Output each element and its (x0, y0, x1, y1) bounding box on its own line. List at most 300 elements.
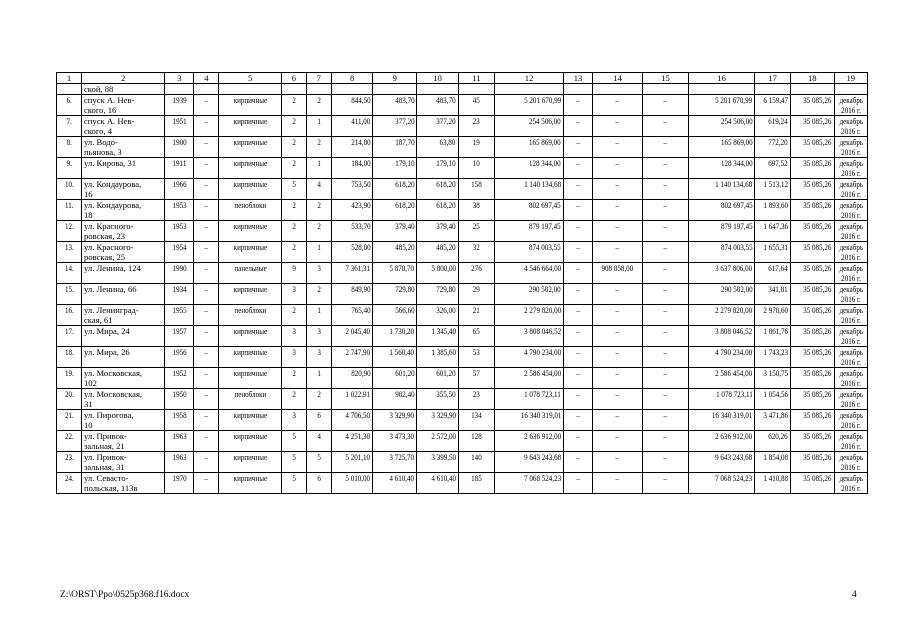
cell-value: 1 861,76 (763, 326, 788, 336)
cell-value: кирпичные (233, 95, 267, 105)
cell-c9 (373, 263, 417, 284)
cell-value: 290 502,00 (529, 284, 561, 294)
cell-c4 (194, 242, 219, 263)
cell-value: 5 010,00 (345, 473, 371, 483)
column-number-header (57, 73, 868, 84)
cell-value: 6. (66, 95, 72, 105)
cell-value: 1 560,40 (389, 347, 415, 357)
cell-ent (306, 158, 331, 179)
cell-value: 2 572,00 (431, 431, 456, 441)
cell-fl (281, 431, 306, 452)
cell-value: 2 (317, 284, 321, 294)
date-line: декабрь (839, 326, 863, 336)
cell-c17 (755, 200, 790, 221)
cell-value: 4 546 664,00 (523, 263, 561, 273)
cell-c14 (593, 368, 643, 389)
cell-value: 3 (317, 326, 321, 336)
cell-year (165, 158, 194, 179)
table-row (57, 158, 868, 179)
address-line: спуск А. Нев- (83, 116, 135, 126)
cell-c12 (495, 452, 564, 473)
cell-value: пеноблоки (234, 305, 267, 315)
header-cell: 10 (417, 73, 459, 84)
cell-value: кирпичные (233, 431, 267, 441)
cell-c4 (194, 305, 219, 326)
cell-value: кирпичные (233, 347, 267, 357)
cell-value: – (615, 158, 620, 168)
cell-value: 35 085,26 (803, 263, 832, 273)
cell-value: – (204, 452, 209, 462)
cell-value: 2 (292, 158, 296, 168)
address-line: ул. Московская, (83, 368, 143, 378)
cell-value: 12. (64, 221, 74, 231)
cell-value: 753,50 (351, 179, 371, 189)
cell-c8 (331, 284, 373, 305)
cell-value: – (576, 368, 580, 378)
cell-c8 (331, 473, 373, 494)
cell-value: 1 385,60 (431, 347, 456, 357)
cell-mat (219, 305, 281, 326)
cell-c11 (458, 95, 494, 116)
header-cell: 7 (306, 73, 331, 84)
cell-value: – (615, 242, 620, 252)
table-row (57, 179, 868, 200)
cell-value: 16 340 319,01 (520, 410, 561, 420)
cell-year (165, 200, 194, 221)
cell-c13 (563, 347, 592, 368)
cell-value: 3 399,50 (431, 452, 456, 462)
address-line: ул. Привок- (83, 452, 127, 462)
cell-value: 2 586 454,00 (715, 368, 753, 378)
date-line: декабрь (839, 263, 863, 273)
cell-year (165, 347, 194, 368)
cell-value: 1 655,31 (763, 242, 788, 252)
cell-c13 (563, 179, 592, 200)
date-line: декабрь (839, 242, 863, 252)
cell-c9 (373, 221, 417, 242)
date-cell (834, 179, 867, 200)
date-line: декабрь (839, 347, 863, 357)
header-cell: 15 (643, 73, 689, 84)
address-line: 10 (83, 420, 93, 430)
footer-page-number: 4 (852, 590, 857, 600)
address-cell (81, 431, 164, 452)
cell-c4 (194, 473, 219, 494)
cell-c8 (331, 389, 373, 410)
table-row (57, 200, 868, 221)
cell-c18 (790, 410, 834, 431)
cell-value: 7 068 524,23 (715, 473, 753, 483)
cell-value: 618,20 (394, 200, 415, 210)
cell-c14 (593, 305, 643, 326)
cell-c12 (495, 200, 564, 221)
cell-c13 (563, 284, 592, 305)
cell-value: 18. (64, 347, 74, 357)
address-cell (81, 95, 164, 116)
cell-value: 128 344,00 (720, 158, 753, 168)
cell-value: 849,90 (351, 284, 371, 294)
cell-value: – (204, 221, 209, 231)
cell-value: 697,52 (768, 158, 788, 168)
cell-value: 2 045,40 (345, 326, 371, 336)
cell-value: кирпичные (233, 242, 267, 252)
cell-value: 3 725,70 (389, 452, 415, 462)
cell-c18 (790, 452, 834, 473)
cell-fl (281, 473, 306, 494)
cell-c9 (373, 200, 417, 221)
cell-n (57, 158, 82, 179)
cell-mat (219, 179, 281, 200)
cell-c12 (495, 326, 564, 347)
cell-value: 35 085,26 (803, 326, 832, 336)
date-cell (834, 284, 867, 305)
cell-value: – (204, 116, 209, 126)
cell-c18 (790, 179, 834, 200)
cell-value: 4 610,40 (389, 473, 415, 483)
cell-c17 (755, 95, 790, 116)
cell-value: – (204, 263, 209, 273)
cell-value: 3 150,75 (763, 368, 788, 378)
cell-value: кирпичные (233, 410, 267, 420)
cell-c4 (194, 452, 219, 473)
cell-c9 (373, 410, 417, 431)
cell-fl (281, 179, 306, 200)
cell-value: 2 (317, 137, 321, 147)
cell-c10 (417, 158, 459, 179)
cell-value: 341,81 (768, 284, 788, 294)
cell-c17 (755, 179, 790, 200)
cell-value: – (204, 305, 209, 315)
date-line: 2016 г. (840, 168, 861, 178)
address-line: ул. Ленина, 124 (83, 263, 141, 273)
cell-c8 (331, 263, 373, 284)
cell-c15 (643, 221, 689, 242)
table-row (57, 95, 868, 116)
cell-c16 (688, 179, 755, 200)
cell-value: 3 473,30 (389, 431, 415, 441)
cell-value: 6 (317, 473, 321, 483)
cell-c13 (563, 137, 592, 158)
cell-ent (306, 347, 331, 368)
cell-value: 5 (292, 473, 296, 483)
cell-value: 601,20 (436, 368, 456, 378)
cell-c9 (373, 305, 417, 326)
address-line: ская, 61 (83, 315, 113, 325)
cell-c14 (593, 431, 643, 452)
cell-value: 1 513,12 (763, 179, 788, 189)
cell-year (165, 452, 194, 473)
cell-value: 35 085,26 (803, 116, 832, 126)
cell-c4 (194, 431, 219, 452)
cell-value: – (204, 389, 209, 399)
cell-c18 (790, 368, 834, 389)
cell-value: 29 (473, 284, 481, 294)
cell-ent (306, 200, 331, 221)
address-line: ул. Мира, 24 (83, 326, 130, 336)
date-line: 2016 г. (840, 315, 861, 325)
cell-value: 1 022,91 (345, 389, 371, 399)
cell-year (165, 326, 194, 347)
cell-c4 (194, 221, 219, 242)
cell-value: 1952 (172, 368, 187, 378)
cell-c8 (331, 221, 373, 242)
cell-c18 (790, 473, 834, 494)
date-cell (834, 452, 867, 473)
table-body (57, 73, 868, 494)
cell-value: 729,80 (436, 284, 456, 294)
cell-value: 1 078 723,11 (524, 389, 561, 399)
cell-value: 379,40 (394, 221, 415, 231)
cell-value: 2 636 912,00 (715, 431, 753, 441)
cell-c15 (643, 473, 689, 494)
cell-value: 35 085,26 (803, 305, 832, 315)
cell-value: 35 085,26 (803, 347, 832, 357)
cell-value: – (204, 431, 209, 441)
cell-c15 (643, 284, 689, 305)
cell-c11 (458, 284, 494, 305)
cell-value: 20. (64, 389, 74, 399)
cell-value: пеноблоки (234, 200, 267, 210)
cell-value: – (204, 473, 209, 483)
cell-c10 (417, 473, 459, 494)
cell-value: 802 697,45 (720, 200, 753, 210)
cell-value: – (576, 158, 580, 168)
cell-c15 (643, 158, 689, 179)
cell-c12 (495, 347, 564, 368)
header-cell: 11 (458, 73, 494, 84)
cell-value: 35 085,26 (803, 389, 832, 399)
date-line: 2016 г. (840, 147, 861, 157)
date-line: декабрь (839, 221, 863, 231)
cell-value: 128 344,00 (529, 158, 561, 168)
cell-value: 2 978,60 (763, 305, 788, 315)
cell-mat (219, 452, 281, 473)
cell-fl (281, 284, 306, 305)
cell-value: – (663, 305, 668, 315)
cell-value: 3 (292, 410, 296, 420)
table-row (57, 116, 868, 137)
cell-mat (219, 221, 281, 242)
cell-value: – (663, 137, 668, 147)
cell-year (165, 284, 194, 305)
cell-c8 (331, 158, 373, 179)
date-cell (834, 137, 867, 158)
cell-value: 874 003,55 (529, 242, 561, 252)
date-cell (834, 95, 867, 116)
cell-c9 (373, 95, 417, 116)
cell-c8 (331, 410, 373, 431)
address-cell (81, 305, 164, 326)
cell-c10 (417, 368, 459, 389)
address-cell (81, 368, 164, 389)
table-row (57, 242, 868, 263)
cell-value: 65 (473, 326, 481, 336)
cell-value: 1 078 723,11 (715, 389, 753, 399)
cell-value: 16. (64, 305, 74, 315)
cell-mat (219, 137, 281, 158)
cell-c9 (373, 326, 417, 347)
cell-value: – (576, 263, 580, 273)
cell-value: 45 (473, 95, 481, 105)
cell-value: 5 201 670,99 (523, 95, 561, 105)
cell-value: 4 251,30 (345, 431, 371, 441)
cell-ent (306, 179, 331, 200)
cell-ent (306, 389, 331, 410)
cell-ent (306, 263, 331, 284)
cell-value: – (615, 137, 620, 147)
cell-c10 (417, 137, 459, 158)
date-line: декабрь (839, 410, 863, 420)
cell-value: 533,70 (351, 221, 371, 231)
cell-value: – (615, 116, 620, 126)
cell-value: 879 197,45 (529, 221, 561, 231)
address-line: ул. Ленинград- (83, 305, 139, 315)
date-line: 2016 г. (840, 378, 861, 388)
cell-c17 (755, 284, 790, 305)
cell-value: 35 085,26 (803, 137, 832, 147)
cell-c10 (417, 242, 459, 263)
cell-c10 (417, 284, 459, 305)
table-row (57, 368, 868, 389)
cell-c16 (688, 263, 755, 284)
header-cell: 14 (593, 73, 643, 84)
cell-c15 (643, 242, 689, 263)
address-cell (81, 200, 164, 221)
cell-fl (281, 368, 306, 389)
date-cell (834, 431, 867, 452)
cell-value: 5 201,10 (345, 452, 371, 462)
cell-c18 (790, 326, 834, 347)
cell-value: – (204, 410, 209, 420)
date-line: 2016 г. (840, 189, 861, 199)
cell-value: 379,40 (436, 221, 456, 231)
cell-c8 (331, 200, 373, 221)
cell-value: 1 743,23 (763, 347, 788, 357)
date-cell (834, 116, 867, 137)
cell-value: 5 (292, 452, 296, 462)
cell-c11 (458, 116, 494, 137)
cell-value: 9 (292, 263, 296, 273)
cell-value: 483,70 (394, 95, 415, 105)
cell-c17 (755, 263, 790, 284)
cell-value: – (663, 179, 668, 189)
cell-value: 1970 (172, 473, 187, 483)
address-cell (81, 242, 164, 263)
cell-c12 (495, 221, 564, 242)
address-line: ул. Красного- (83, 242, 134, 252)
cell-value: 1953 (172, 221, 187, 231)
continuation-row (57, 84, 868, 95)
cell-c15 (643, 347, 689, 368)
cell-value: – (204, 326, 209, 336)
cell-c18 (790, 137, 834, 158)
cell-value: 5 (317, 452, 321, 462)
cell-year (165, 137, 194, 158)
cell-c11 (458, 389, 494, 410)
cell-value: 772,20 (768, 137, 788, 147)
cell-value: – (663, 410, 668, 420)
cell-value: 57 (473, 368, 481, 378)
cell-c10 (417, 452, 459, 473)
cell-c16 (688, 137, 755, 158)
cell-value: кирпичные (233, 473, 267, 483)
address-line: 16 (83, 189, 93, 199)
cell-c15 (643, 452, 689, 473)
cell-c10 (417, 95, 459, 116)
cell-value: 2 (292, 389, 296, 399)
cell-value: – (663, 158, 668, 168)
cell-value: – (615, 368, 620, 378)
date-line: 2016 г. (840, 231, 861, 241)
cell-value: 11. (64, 200, 74, 210)
cell-c10 (417, 200, 459, 221)
cell-c13 (563, 452, 592, 473)
cell-value: – (663, 326, 668, 336)
cell-fl (281, 410, 306, 431)
date-line: декабрь (839, 473, 863, 483)
cell-value: – (615, 221, 620, 231)
cell-value: – (204, 368, 209, 378)
cell-value: 35 085,26 (803, 473, 832, 483)
date-line: декабрь (839, 200, 863, 210)
date-line: декабрь (839, 305, 863, 315)
address-cell (81, 473, 164, 494)
date-line: 2016 г. (840, 420, 861, 430)
header-cell: 17 (755, 73, 790, 84)
cell-mat (219, 242, 281, 263)
header-cell: 3 (165, 73, 194, 84)
cell-c9 (373, 116, 417, 137)
cell-mat (219, 347, 281, 368)
address-cell (81, 158, 164, 179)
header-cell: 8 (331, 73, 373, 84)
cell-value: 5 (292, 431, 296, 441)
cell-value: 8. (66, 137, 72, 147)
cell-ent (306, 410, 331, 431)
date-line: декабрь (839, 452, 863, 462)
cell-c15 (643, 389, 689, 410)
cell-c9 (373, 431, 417, 452)
cell-value: 620,26 (768, 431, 788, 441)
cell-value: 1950 (172, 389, 187, 399)
cell-c16 (688, 410, 755, 431)
cell-n (57, 473, 82, 494)
cell-c13 (563, 200, 592, 221)
cell-c18 (790, 389, 834, 410)
cell-value: – (663, 452, 668, 462)
cell-c9 (373, 179, 417, 200)
cell-value: 4 790 234,00 (715, 347, 753, 357)
cell-value: 185 (471, 473, 482, 483)
cell-c18 (790, 284, 834, 305)
address-cell (81, 410, 164, 431)
date-cell (834, 347, 867, 368)
cell-value: 2 (292, 368, 296, 378)
cell-c17 (755, 158, 790, 179)
cell-c18 (790, 95, 834, 116)
cell-year (165, 179, 194, 200)
cell-year (165, 305, 194, 326)
cell-c14 (593, 200, 643, 221)
address-line: зальная, 21 (83, 441, 125, 451)
cell-value: 214,80 (351, 137, 371, 147)
cell-fl (281, 158, 306, 179)
cell-value: – (204, 242, 209, 252)
cell-c8 (331, 452, 373, 473)
cell-c14 (593, 116, 643, 137)
date-cell (834, 200, 867, 221)
cell-value: 2 (292, 137, 296, 147)
